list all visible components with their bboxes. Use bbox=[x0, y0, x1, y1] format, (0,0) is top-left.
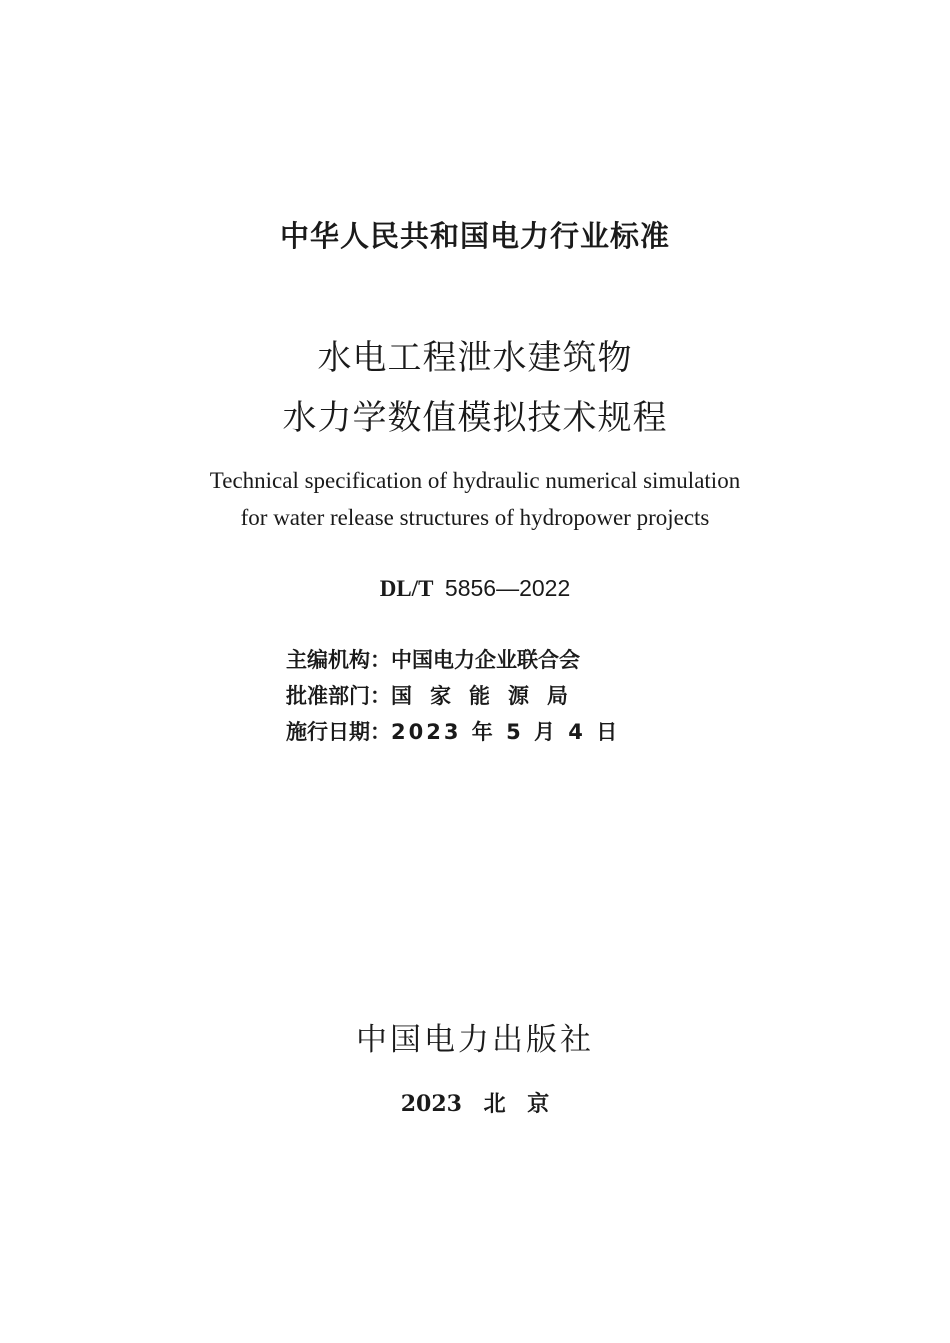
title-english-line-1: Technical specification of hydraulic numerical simulation bbox=[209, 468, 741, 493]
meta-approver-row bbox=[286, 680, 586, 710]
publisher-name: 中国电力出版社 bbox=[356, 1022, 594, 1058]
standard-category-header: 中华人民共和国电力行业标准 bbox=[279, 219, 670, 253]
title-chinese-line-2: 水力学数值模拟技术规程 bbox=[282, 398, 668, 438]
meta-editor-row bbox=[286, 644, 580, 674]
title-chinese-line-1: 水电工程泄水建筑物 bbox=[317, 338, 633, 378]
meta-effective-date-value: 2023 年 5 月 4 日 bbox=[391, 720, 621, 744]
meta-effective-date-label: 施行日期： bbox=[286, 720, 391, 744]
standard-code-number: 5856—2022 bbox=[444, 575, 571, 601]
meta-approver-label: 批准部门： bbox=[286, 684, 391, 708]
meta-effective-date-row bbox=[286, 716, 620, 746]
standard-code-prefix: DL/T bbox=[379, 576, 434, 601]
standard-code bbox=[0, 575, 950, 602]
title-english-line-2: for water release structures of hydropower projects bbox=[240, 505, 710, 530]
meta-approver-value: 国家能源局 bbox=[391, 684, 586, 708]
meta-editor-label: 主编机构： bbox=[286, 648, 391, 672]
publication-year-place: 2023 北 京 bbox=[400, 1091, 550, 1117]
meta-editor-value: 中国电力企业联合会 bbox=[391, 648, 580, 672]
